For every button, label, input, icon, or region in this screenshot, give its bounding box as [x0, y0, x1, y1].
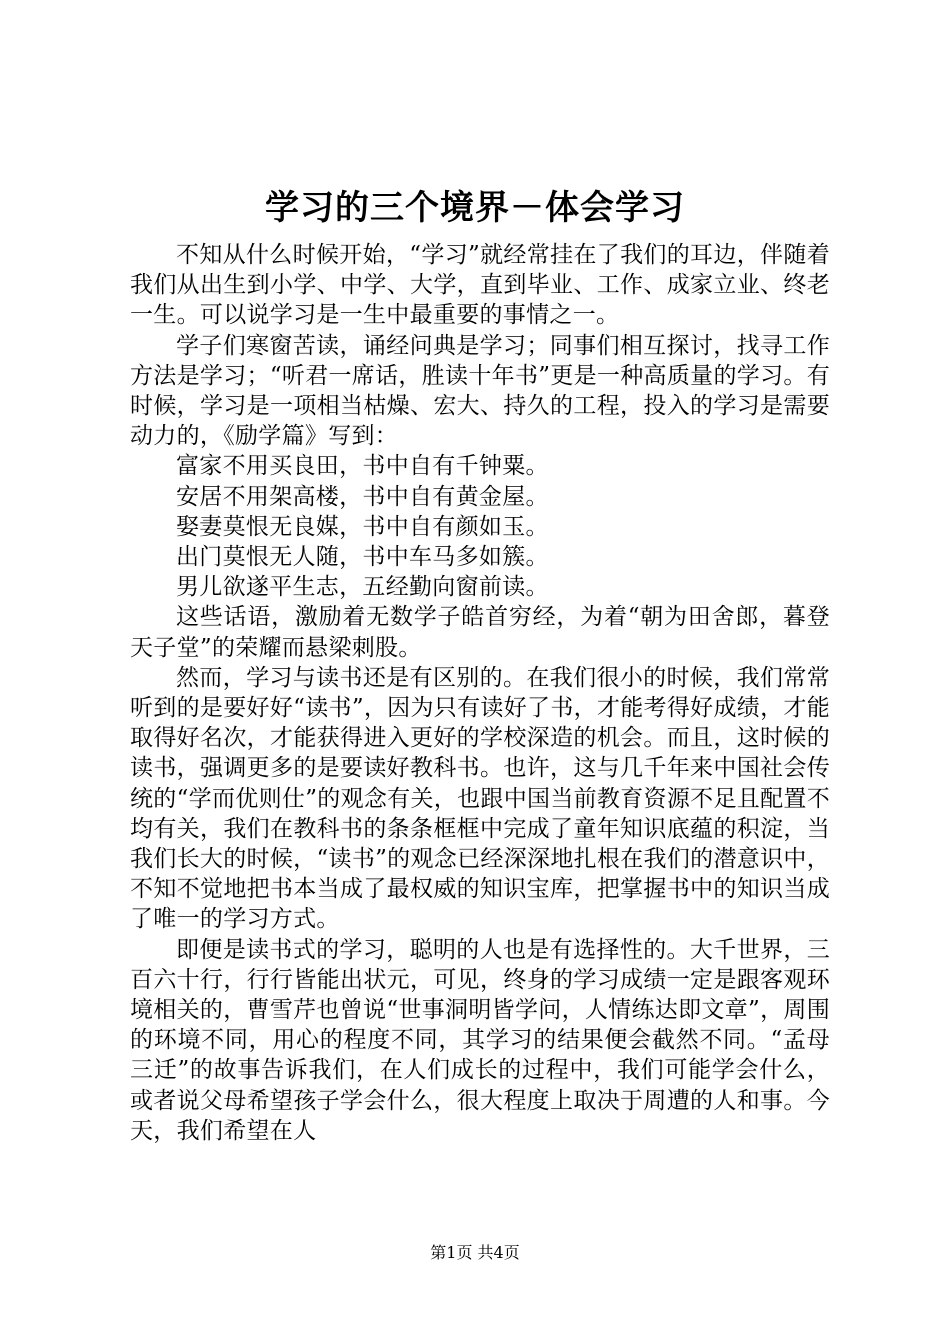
poem-line-3: 娶妻莫恨无良媒，书中自有颜如玉。: [176, 513, 549, 540]
poem-line-2: 安居不用架高楼，书中自有黄金屋。: [176, 483, 549, 510]
paragraph-3: 这些话语，激励着无数学子皓首穷经，为着“朝为田舍郎，暮登天子堂”的荣耀而悬梁刺股。: [130, 604, 830, 661]
poem-line-4: 出门莫恨无人随，书中车马多如簇。: [176, 544, 549, 571]
page-number-footer: 第1页 共4页: [430, 1243, 520, 1262]
paragraph-1: 不知从什么时候开始，“学习”就经常挂在了我们的耳边，伴随着我们从出生到小学、中学、大学，直到毕业、工作、成家立业、终老一生。可以说学习是一生中最重要的事情之一。: [130, 242, 830, 329]
paragraph-4: 然而，学习与读书还是有区别的。在我们很小的时候，我们常常听到的是要好好“读书”，因为只有读好了书，才能考得好成绩，才能取得好名次，才能获得进入更好的学校深造的机会。而且，这时候的读书，强调更多的是要读好教科书。也许，这与几千年来中国社会传统的“学而优则仕”的观念有关，也跟中国当前教育资源不足且配置不均有关，我们在教科书的条条框框中完成了童年知识底蕴的积淀，当我们长大的时候，“读书”的观念已经深深地扎根在我们的潜意识中，不知不觉地把书本当成了最权威的知识宝库，把掌握书中的知识当成了唯一的学习方式。: [130, 664, 830, 933]
paragraph-2: 学子们寒窗苦读，诵经问典是学习；同事们相互探讨，找寻工作方法是学习；“听君一席话，胜读十年书”更是一种高质量的学习。有时候，学习是一项相当枯燥、宏大、持久的工程，投入的学习是需要动力的，《励学篇》写到：: [130, 332, 830, 450]
poem-line-5: 男儿欲遂平生志，五经勤向窗前读。: [176, 574, 549, 601]
paragraph-5: 即便是读书式的学习，聪明的人也是有选择性的。大千世界，三百六十行，行行皆能出状元，可见，终身的学习成绩一定是跟客观环境相关的，曹雪芹也曾说“世事洞明皆学问，人情练达即文章”，周围的环境不同，用心的程度不同，其学习的结果便会截然不同。“孟母三迁”的故事告诉我们，在人们成长的过程中，我们可能学会什么，或者说父母希望孩子学会什么，很大程度上取决于周遭的人和事。今天，我们希望在人: [130, 936, 830, 1144]
document-title: 学习的三个境界－体会学习: [265, 188, 685, 228]
poem-line-1: 富家不用买良田，书中自有千钟粟。: [176, 453, 549, 480]
document-body: [130, 240, 830, 1146]
